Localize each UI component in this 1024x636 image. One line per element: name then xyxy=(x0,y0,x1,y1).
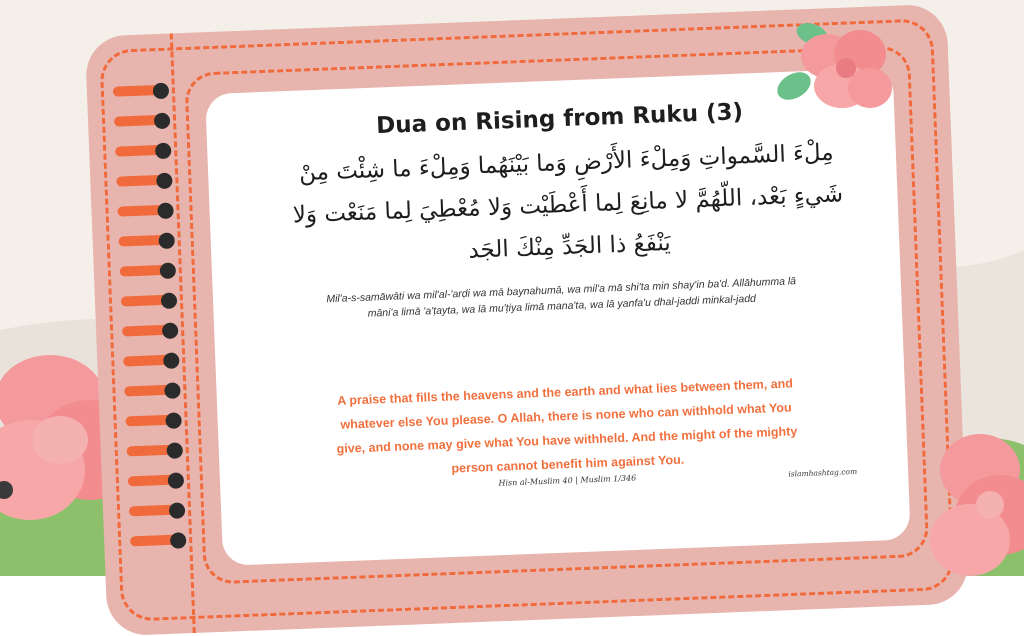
dua-title: Dua on Rising from Ruku (3) xyxy=(375,99,744,140)
arabic-text: مِلْءَ السَّمواتِ وَمِلْءَ الأَرْضِ وَما بَيْنَهُما وَمِلْءَ ما شِئْتَ مِنْ شَيءٍ بَعْد، اللّهُمَّ لا مانِعَ لِما أَعْطَيْت وَلا مُعْطِيَ لِما مَنَعْت وَلا يَنْفَعُ ذا الجَدِّ مِنْكَ الجَد xyxy=(292,139,844,264)
ring-icon xyxy=(124,381,189,403)
ring-icon xyxy=(120,261,185,283)
website-watermark: islamhashtag.com xyxy=(788,466,858,479)
ring-icon xyxy=(113,81,178,103)
bottom-right-flower-icon xyxy=(930,430,1024,580)
ring-icon xyxy=(128,471,193,493)
ring-icon xyxy=(117,201,182,223)
ring-icon xyxy=(129,501,194,523)
ring-icon xyxy=(125,411,190,433)
ring-icon xyxy=(116,171,181,193)
top-flower-icon xyxy=(772,16,902,116)
ring-icon xyxy=(122,321,187,343)
ring-icon xyxy=(126,441,191,463)
ring-icon xyxy=(118,231,183,253)
ring-icon xyxy=(115,141,180,163)
reference-text: Hisn al-Muslim 40 | Muslim 1/346 xyxy=(498,473,637,488)
ring-icon xyxy=(114,111,179,133)
card-content xyxy=(214,73,921,549)
transliteration-text: Mil'a-s-samāwāti wa mil'al-'arḍi wa mā baynahumā, wa mil'a mā shi'ta min shay'in ba'd. Allāhumma lā māni'a limā 'a'ṭayta, wa lā mu'ṭiya limā mana'ta, wa lā yanfa'u dhal-jaddi minkal-jadd xyxy=(326,275,797,320)
ring-icon xyxy=(121,291,186,313)
ring-icon xyxy=(130,531,195,553)
ring-icon xyxy=(123,351,188,373)
translation-text: A praise that fills the heavens and the earth and what lies between them, and whatever else You please. O Allah, there is none who can withhold what You give, and none may give what You have withheld. And the might of the mighty person cannot benefit him against You. xyxy=(336,376,798,476)
